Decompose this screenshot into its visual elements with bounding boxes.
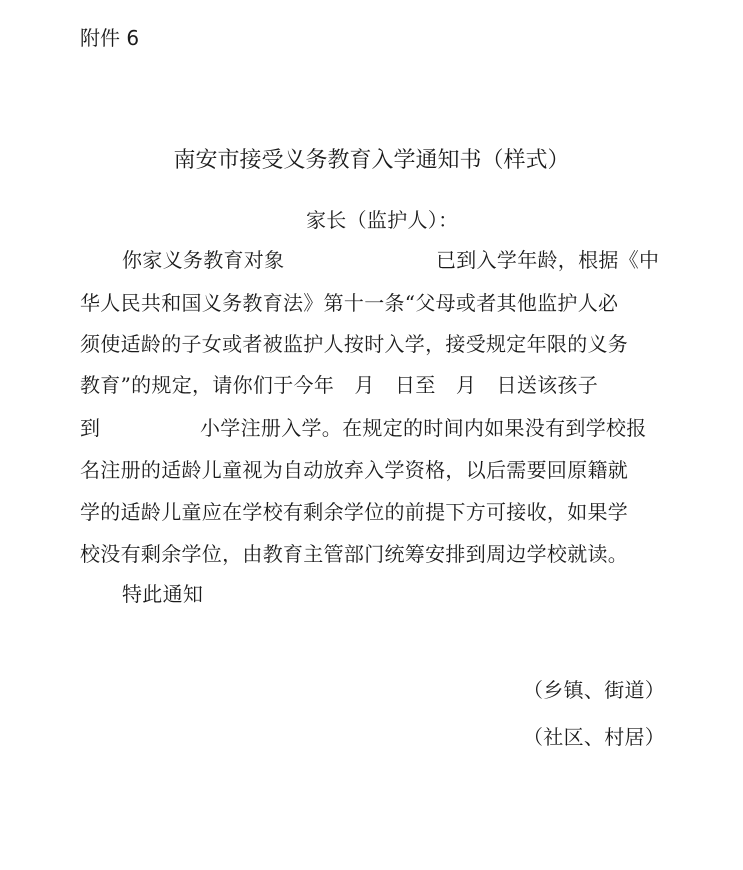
body-line-3: 须使适龄的子女或者被监护人按时入学，接受规定年限的义务 — [80, 332, 629, 356]
signature-community: （社区、村居） — [523, 725, 666, 749]
body-line-1-end: 已到入学年龄，根据《中 — [436, 248, 660, 272]
body-line-7: 学的适龄儿童应在学校有剩余学位的前提下方可接收，如果学 — [80, 500, 629, 524]
body-line-6: 名注册的适龄儿童视为自动放弃入学资格，以后需要回原籍就 — [80, 458, 629, 482]
signature-township: （乡镇、街道） — [523, 678, 666, 702]
document-title: 南安市接受义务教育入学通知书（样式） — [173, 148, 570, 173]
body-line-4: 教育”的规定，请你们于今年 月 日至 月 日送该孩子 — [80, 373, 599, 397]
body-line-5-end: 小学注册入学。在规定的时间内如果没有到学校报 — [200, 416, 647, 440]
body-line-2: 华人民共和国义务教育法》第十一条“父母或者其他监护人必 — [80, 291, 619, 315]
body-line-5-start: 到 — [80, 416, 101, 440]
closing-text: 特此通知 — [122, 582, 204, 606]
body-line-1-start: 你家义务教育对象 — [122, 248, 285, 272]
salutation: 家长（监护人）： — [306, 208, 459, 232]
attachment-label: 附件 6 — [80, 26, 140, 50]
body-line-8: 校没有剩余学位，由教育主管部门统筹安排到周边学校就读。 — [80, 542, 629, 566]
